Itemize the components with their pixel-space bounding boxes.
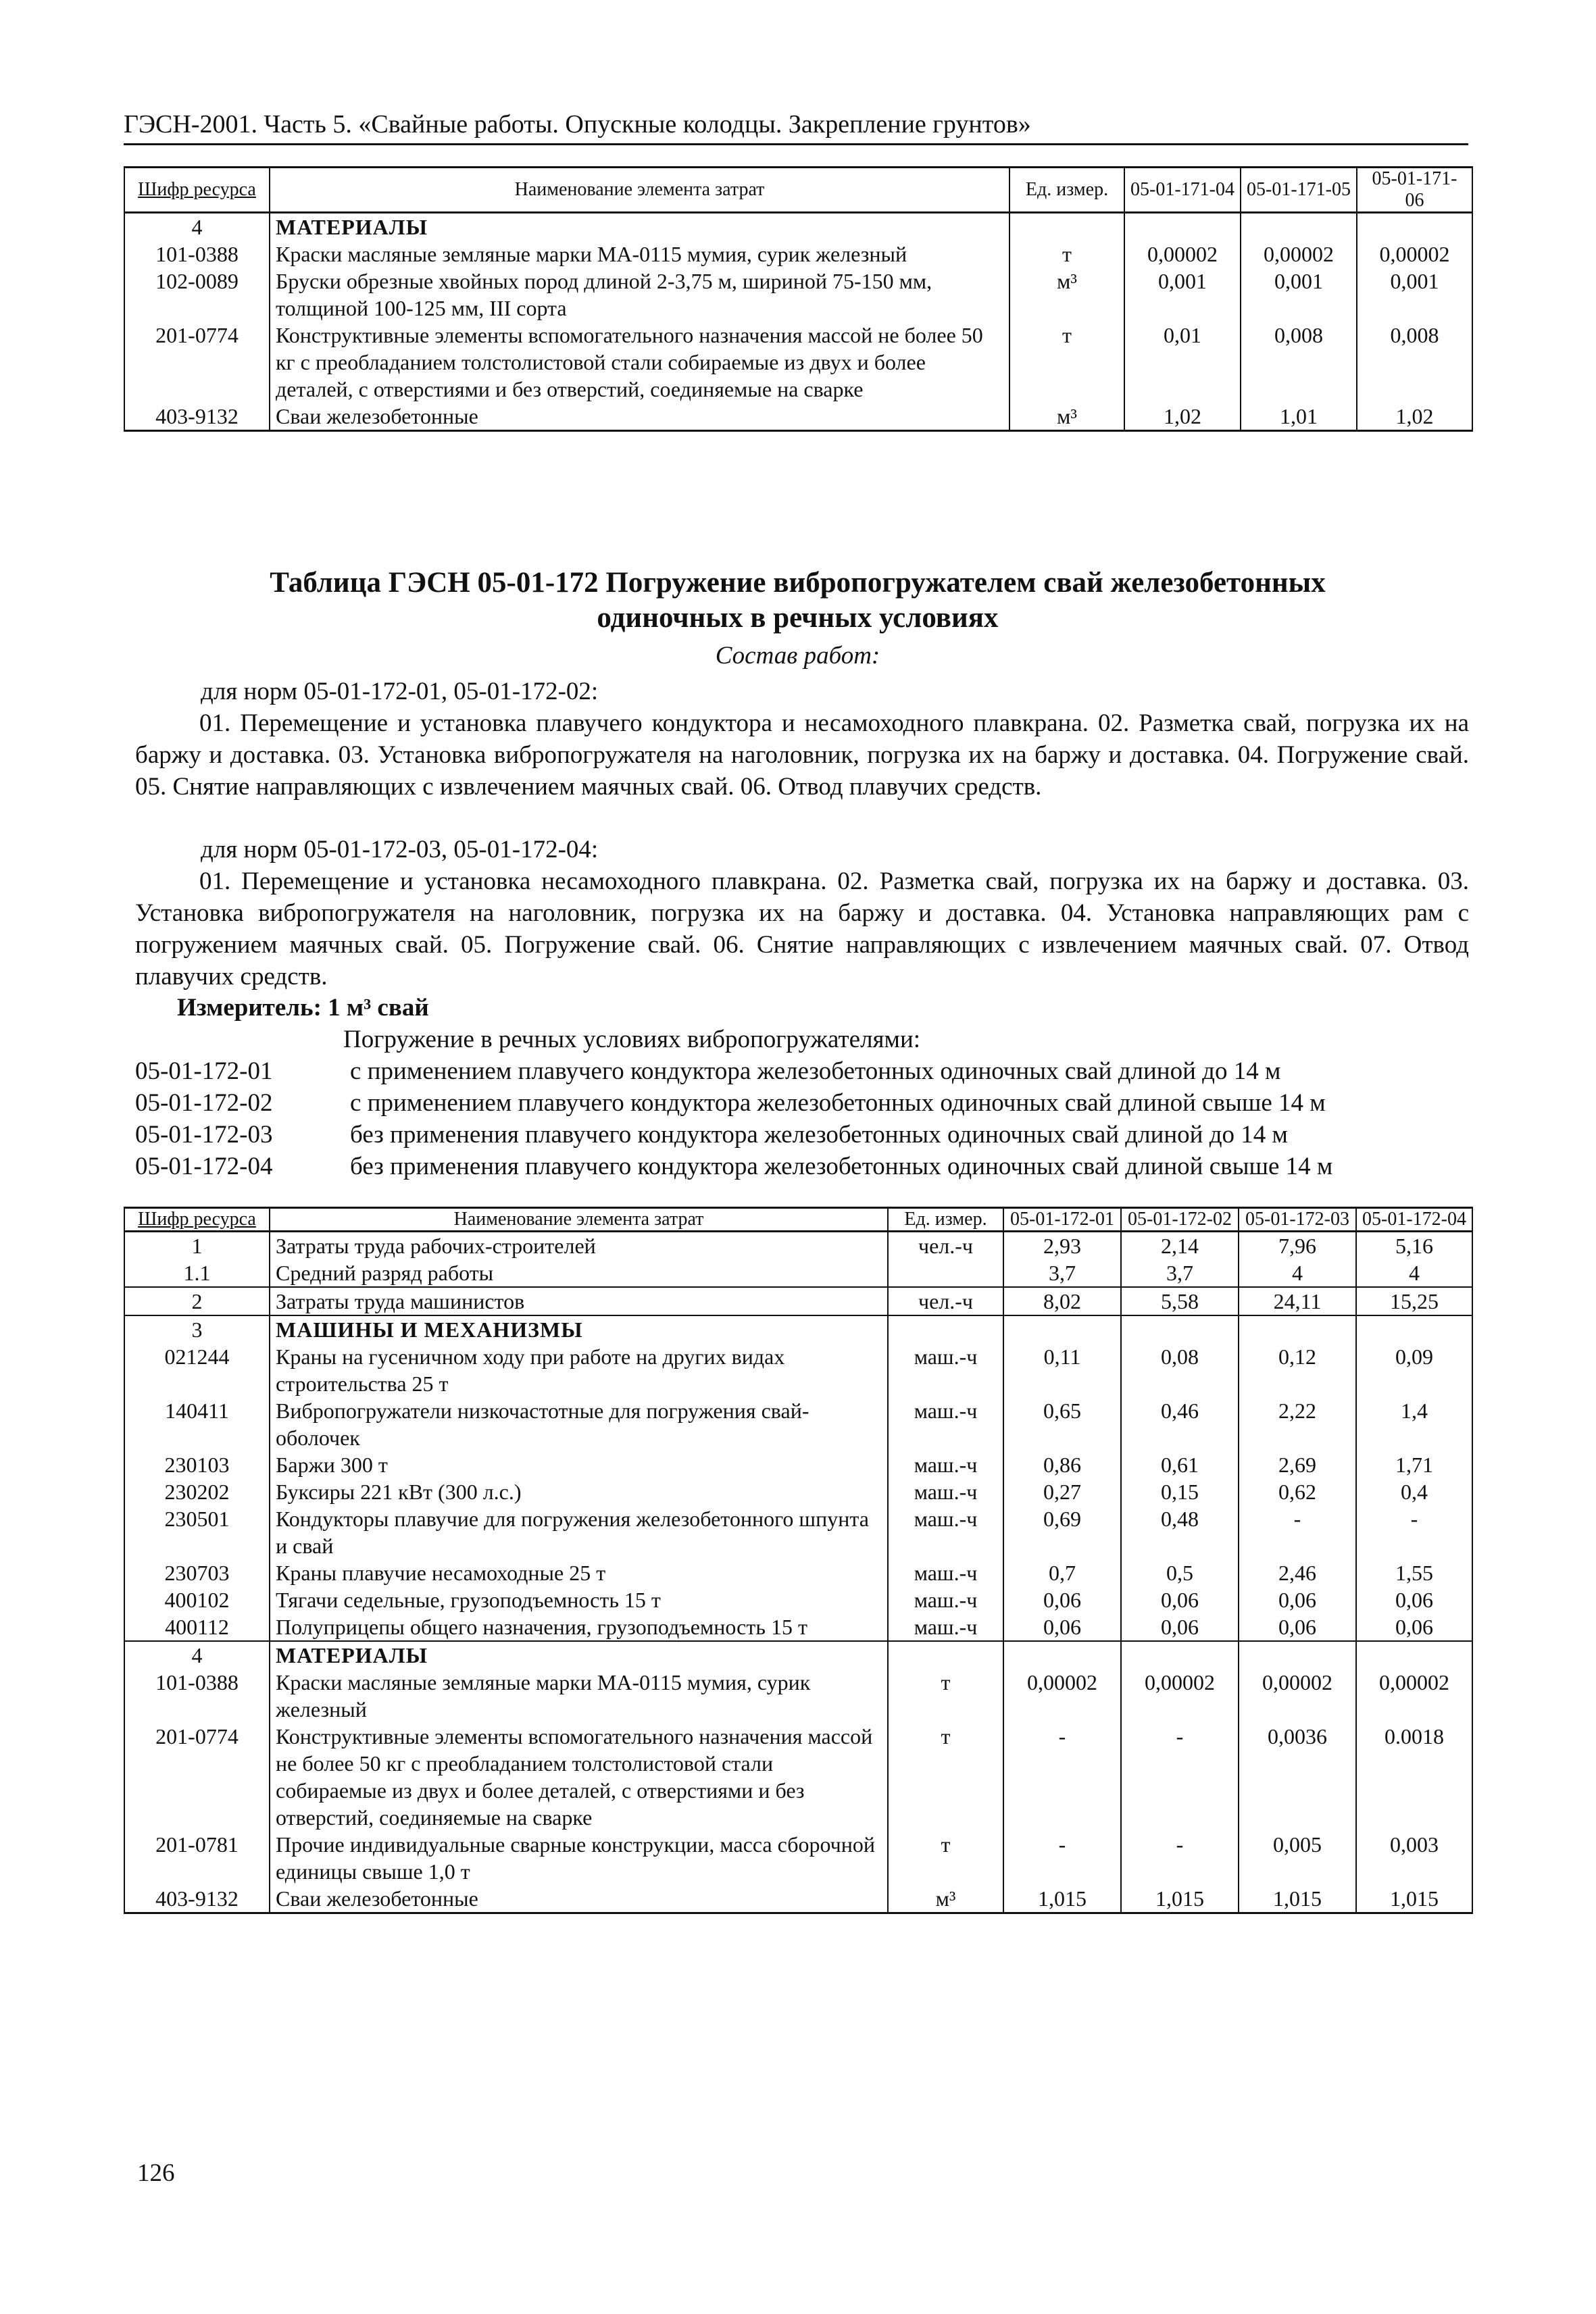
norms-group-a: для норм 05-01-172-01, 05-01-172-02: — [201, 678, 599, 705]
norm-value: - — [1239, 1505, 1356, 1559]
table-row — [124, 1232, 1472, 1260]
norm-value: 0,06 — [1239, 1613, 1356, 1641]
norms-group-b: для норм 05-01-172-03, 05-01-172-04: — [201, 836, 599, 863]
norm-value — [1356, 1315, 1472, 1343]
norm-value — [1357, 213, 1472, 241]
resource-code: 4 — [124, 1641, 270, 1669]
norm-value: 0,27 — [1003, 1478, 1121, 1505]
table-row — [124, 1586, 1472, 1613]
cost-element-name: Сваи железобетонные — [270, 1885, 888, 1913]
norm-value: - — [1003, 1723, 1121, 1831]
resource-code: 230501 — [124, 1505, 270, 1559]
norm-value: 0,008 — [1241, 322, 1357, 403]
norm-value: - — [1356, 1505, 1472, 1559]
norm-value: 3,7 — [1003, 1259, 1121, 1287]
norm-value: 1,015 — [1121, 1885, 1239, 1913]
unit-cell: м³ — [1009, 403, 1124, 431]
resource-code: 201-0774 — [124, 1723, 270, 1831]
table-row — [124, 1641, 1472, 1669]
resource-code: 021244 — [124, 1343, 270, 1397]
norm-value — [1003, 1315, 1121, 1343]
norm-value: 0,09 — [1356, 1343, 1472, 1397]
resource-code: 403-9132 — [124, 1885, 270, 1913]
unit-cell: маш.-ч — [888, 1613, 1003, 1641]
unit-cell — [1009, 213, 1124, 241]
unit-cell: т — [1009, 241, 1124, 268]
norm-value: 0,06 — [1121, 1613, 1239, 1641]
norm-value: 1,02 — [1124, 403, 1241, 431]
variants-intro: Погружение в речных условиях вибропогружателями: — [343, 1026, 921, 1053]
norm-value: 0,00002 — [1124, 241, 1241, 268]
norm-value: 8,02 — [1003, 1287, 1121, 1315]
norm-value: 0,4 — [1356, 1478, 1472, 1505]
norm-value: 0.0018 — [1356, 1723, 1472, 1831]
header-norm-code: 05-01-171-04 — [1124, 168, 1241, 213]
table-row — [124, 322, 1472, 403]
resource-code: 230703 — [124, 1559, 270, 1586]
header-norm-code: 05-01-172-01 — [1003, 1208, 1121, 1232]
unit-cell — [888, 1315, 1003, 1343]
cost-element-name: Кондукторы плавучие для погружения железобетонного шпунта и свай — [270, 1505, 888, 1559]
norm-value: 0,08 — [1121, 1343, 1239, 1397]
resource-table-171 — [124, 166, 1473, 432]
table-row — [124, 213, 1472, 241]
table-body — [124, 213, 1472, 431]
unit-cell: маш.-ч — [888, 1559, 1003, 1586]
table-row — [124, 1831, 1472, 1885]
norm-value: 0,62 — [1239, 1478, 1356, 1505]
work-composition-heading: Состав работ: — [715, 642, 880, 670]
cost-element-name: МАТЕРИАЛЫ — [270, 213, 1009, 241]
norm-value: 0,01 — [1124, 322, 1241, 403]
norm-value: 0,00002 — [1121, 1669, 1239, 1723]
norm-value: - — [1121, 1723, 1239, 1831]
table-row — [124, 1669, 1472, 1723]
variant-item: 05-01-172-03 без применения плавучего кондуктора железобетонных одиночных свай длиной до 14 м — [135, 1121, 1288, 1149]
resource-table-172 — [124, 1207, 1473, 1914]
cost-element-name: Сваи железобетонные — [270, 403, 1009, 431]
unit-cell: т — [888, 1669, 1003, 1723]
cost-element-name: Бруски обрезные хвойных пород длиной 2-3,75 м, шириной 75-150 мм, толщиной 100-125 мм, III сорта — [270, 268, 1009, 322]
unit-cell: маш.-ч — [888, 1451, 1003, 1478]
cost-element-name: Полуприцепы общего назначения, грузоподъемность 15 т — [270, 1613, 888, 1641]
norm-value: 0,00002 — [1357, 241, 1472, 268]
cost-element-name: Затраты труда машинистов — [270, 1287, 888, 1315]
norm-value: 0,12 — [1239, 1343, 1356, 1397]
unit-cell: маш.-ч — [888, 1505, 1003, 1559]
header-resource-code: Шифр ресурса — [124, 168, 270, 213]
unit-cell: чел.-ч — [888, 1232, 1003, 1260]
table-header-row — [124, 168, 1472, 213]
unit-cell: маш.-ч — [888, 1343, 1003, 1397]
norm-value: 1,015 — [1003, 1885, 1121, 1913]
norm-value: 0,06 — [1356, 1586, 1472, 1613]
norm-value: 0,001 — [1241, 268, 1357, 322]
norm-value: 2,14 — [1121, 1232, 1239, 1260]
header-resource-code: Шифр ресурса — [124, 1208, 270, 1232]
variant-item: 05-01-172-01 с применением плавучего кондуктора железобетонных одиночных свай длиной до 14 м — [135, 1057, 1281, 1085]
unit-cell: т — [1009, 322, 1124, 403]
header-norm-code: 05-01-171-06 — [1357, 168, 1472, 213]
resource-code: 400102 — [124, 1586, 270, 1613]
work-steps-a: 01. Перемещение и установка плавучего кондуктора и несамоходного плавкрана. 02. Разметка свай, погрузка их на баржу и доставка. 03. Установка вибропогружателя на наголовник, погрузка их на баржу и доставка. 04. Погружение свай. 05. Снятие направляющих с извлечением маячных свай. 06. Отвод плавучих средств. — [135, 709, 1469, 801]
resource-code: 1.1 — [124, 1259, 270, 1287]
unit-cell: маш.-ч — [888, 1478, 1003, 1505]
norm-value: 1,01 — [1241, 403, 1357, 431]
norm-value: 0,06 — [1356, 1613, 1472, 1641]
norm-value — [1241, 213, 1357, 241]
cost-element-name: Тягачи седельные, грузоподъемность 15 т — [270, 1586, 888, 1613]
norm-value: 1,4 — [1356, 1397, 1472, 1451]
variant-item: 05-01-172-02 с применением плавучего кондуктора железобетонных одиночных свай длиной свыше 14 м — [135, 1089, 1326, 1117]
table-row — [124, 1397, 1472, 1451]
table-row — [124, 1613, 1472, 1641]
resource-code: 101-0388 — [124, 1669, 270, 1723]
norm-value: 1,55 — [1356, 1559, 1472, 1586]
norm-value: 2,46 — [1239, 1559, 1356, 1586]
norm-value: 0,00002 — [1356, 1669, 1472, 1723]
table-body — [124, 1232, 1472, 1913]
norm-value: 5,16 — [1356, 1232, 1472, 1260]
cost-element-name: Вибропогружатели низкочастотные для погружения свай-оболочек — [270, 1397, 888, 1451]
norm-value: 2,69 — [1239, 1451, 1356, 1478]
table-row — [124, 1559, 1472, 1586]
unit-cell — [888, 1641, 1003, 1669]
table-header-row — [124, 1208, 1472, 1232]
norm-value: 0,48 — [1121, 1505, 1239, 1559]
header-unit: Ед. измер. — [888, 1208, 1003, 1232]
resource-code: 201-0774 — [124, 322, 270, 403]
norm-value: 0,46 — [1121, 1397, 1239, 1451]
resource-code: 400112 — [124, 1613, 270, 1641]
unit-cell: маш.-ч — [888, 1586, 1003, 1613]
norm-value: 3,7 — [1121, 1259, 1239, 1287]
norm-value — [1239, 1315, 1356, 1343]
resource-code: 2 — [124, 1287, 270, 1315]
resource-code: 201-0781 — [124, 1831, 270, 1885]
unit-cell: чел.-ч — [888, 1287, 1003, 1315]
norm-value — [1003, 1641, 1121, 1669]
norm-value — [1121, 1641, 1239, 1669]
cost-element-name: Краны плавучие несамоходные 25 т — [270, 1559, 888, 1586]
resource-code: 101-0388 — [124, 241, 270, 268]
resource-code: 102-0089 — [124, 268, 270, 322]
norm-value: 0,5 — [1121, 1559, 1239, 1586]
header-norm-code: 05-01-172-02 — [1121, 1208, 1239, 1232]
unit-cell: маш.-ч — [888, 1397, 1003, 1451]
norm-value: 0,005 — [1239, 1831, 1356, 1885]
table-row — [124, 1505, 1472, 1559]
norm-value: 7,96 — [1239, 1232, 1356, 1260]
norm-value: 0,11 — [1003, 1343, 1121, 1397]
page-number: 126 — [137, 2159, 175, 2187]
norm-value: 24,11 — [1239, 1287, 1356, 1315]
cost-element-name: Краски масляные земляные марки МА-0115 мумия, сурик железный — [270, 241, 1009, 268]
table-row — [124, 403, 1472, 431]
table-row — [124, 1885, 1472, 1913]
norm-value — [1356, 1641, 1472, 1669]
norm-value: 0,06 — [1003, 1586, 1121, 1613]
resource-code: 230103 — [124, 1451, 270, 1478]
resource-code: 3 — [124, 1315, 270, 1343]
norm-value: 1,02 — [1357, 403, 1472, 431]
norm-value: 0,7 — [1003, 1559, 1121, 1586]
norm-value: 0,003 — [1356, 1831, 1472, 1885]
cost-element-name: Затраты труда рабочих-строителей — [270, 1232, 888, 1260]
header-norm-code: 05-01-172-04 — [1356, 1208, 1472, 1232]
norm-value — [1239, 1641, 1356, 1669]
unit-cell: т — [888, 1723, 1003, 1831]
table-title-line2: одиночных в речных условиях — [597, 602, 999, 634]
table-row — [124, 1343, 1472, 1397]
table-row — [124, 1259, 1472, 1287]
cost-element-name: Средний разряд работы — [270, 1259, 888, 1287]
variant-item: 05-01-172-04 без применения плавучего кондуктора железобетонных одиночных свай длиной свыше 14 м — [135, 1153, 1333, 1180]
norm-value: 0,06 — [1121, 1586, 1239, 1613]
norm-value: - — [1121, 1831, 1239, 1885]
table-title: Таблица ГЭСН 05-01-172 Погружение вибропогружателем свай железобетонных — [270, 567, 1326, 599]
table-row — [124, 1723, 1472, 1831]
norm-value: 1,015 — [1239, 1885, 1356, 1913]
cost-element-name: Краны на гусеничном ходу при работе на других видах строительства 25 т — [270, 1343, 888, 1397]
norm-value: 0,86 — [1003, 1451, 1121, 1478]
cost-element-name: МАТЕРИАЛЫ — [270, 1641, 888, 1669]
cost-element-name: Буксиры 221 кВт (300 л.с.) — [270, 1478, 888, 1505]
header-cost-element: Наименование элемента затрат — [270, 168, 1009, 213]
norm-value: 4 — [1239, 1259, 1356, 1287]
norm-value: - — [1003, 1831, 1121, 1885]
table-row — [124, 1451, 1472, 1478]
cost-element-name: МАШИНЫ И МЕХАНИЗМЫ — [270, 1315, 888, 1343]
norm-value: 0,65 — [1003, 1397, 1121, 1451]
resource-code: 230202 — [124, 1478, 270, 1505]
norm-value: 1,71 — [1356, 1451, 1472, 1478]
norm-value: 2,93 — [1003, 1232, 1121, 1260]
norm-value: 0,06 — [1239, 1586, 1356, 1613]
resource-code: 4 — [124, 213, 270, 241]
table-row — [124, 268, 1472, 322]
norm-value: 2,22 — [1239, 1397, 1356, 1451]
work-steps-b: 01. Перемещение и установка несамоходного плавкрана. 02. Разметка свай, погрузка их на баржу и доставка. 03. Установка вибропогружателя на наголовник, погрузка их на баржу и доставка. 04. Установка направляющих рам с погружением маячных свай. 05. Погружение свай. 06. Снятие направляющих с извлечением маячных свай. 07. Отвод плавучих средств. — [135, 867, 1469, 990]
unit-cell: м³ — [888, 1885, 1003, 1913]
cost-element-name: Прочие индивидуальные сварные конструкции, масса сборочной единицы свыше 1,0 т — [270, 1831, 888, 1885]
header-unit: Ед. измер. — [1009, 168, 1124, 213]
header-norm-code: 05-01-172-03 — [1239, 1208, 1356, 1232]
norm-value: 0,0036 — [1239, 1723, 1356, 1831]
running-head: ГЭСН-2001. Часть 5. «Свайные работы. Опускные колодцы. Закрепление грунтов» — [124, 108, 1468, 145]
unit-cell: м³ — [1009, 268, 1124, 322]
table-row — [124, 1315, 1472, 1343]
unit-cell — [888, 1259, 1003, 1287]
norm-value: 0,001 — [1357, 268, 1472, 322]
norm-value: 0,15 — [1121, 1478, 1239, 1505]
table-row — [124, 1287, 1472, 1315]
header-norm-code: 05-01-171-05 — [1241, 168, 1357, 213]
cost-element-name: Краски масляные земляные марки МА-0115 мумия, сурик железный — [270, 1669, 888, 1723]
norm-value: 0,001 — [1124, 268, 1241, 322]
cost-element-name: Конструктивные элементы вспомогательного назначения массой не более 50 кг с преобладанием толстолистовой стали собираемые из двух и более деталей, с отверстиями и без отверстий, соединяемые на сварке — [270, 322, 1009, 403]
table-row — [124, 1478, 1472, 1505]
norm-value: 0,61 — [1121, 1451, 1239, 1478]
norm-value — [1121, 1315, 1239, 1343]
norm-value: 0,06 — [1003, 1613, 1121, 1641]
norm-value: 15,25 — [1356, 1287, 1472, 1315]
norm-value: 1,015 — [1356, 1885, 1472, 1913]
norm-value: 0,00002 — [1239, 1669, 1356, 1723]
norm-value: 0,00002 — [1003, 1669, 1121, 1723]
norm-value: 0,008 — [1357, 322, 1472, 403]
cost-element-name: Конструктивные элементы вспомогательного назначения массой не более 50 кг с преобладанием толстолистовой стали собираемые из двух и более деталей, с отверстиями и без отверстий, соединяемые на сварке — [270, 1723, 888, 1831]
meter-line: Измеритель: 1 м³ свай — [177, 994, 429, 1022]
resource-code: 140411 — [124, 1397, 270, 1451]
norm-value: 0,00002 — [1241, 241, 1357, 268]
cost-element-name: Баржи 300 т — [270, 1451, 888, 1478]
table-row — [124, 241, 1472, 268]
header-cost-element: Наименование элемента затрат — [270, 1208, 888, 1232]
resource-code: 1 — [124, 1232, 270, 1260]
unit-cell: т — [888, 1831, 1003, 1885]
norm-value: 4 — [1356, 1259, 1472, 1287]
norm-value — [1124, 213, 1241, 241]
norm-value: 5,58 — [1121, 1287, 1239, 1315]
resource-code: 403-9132 — [124, 403, 270, 431]
norm-value: 0,69 — [1003, 1505, 1121, 1559]
